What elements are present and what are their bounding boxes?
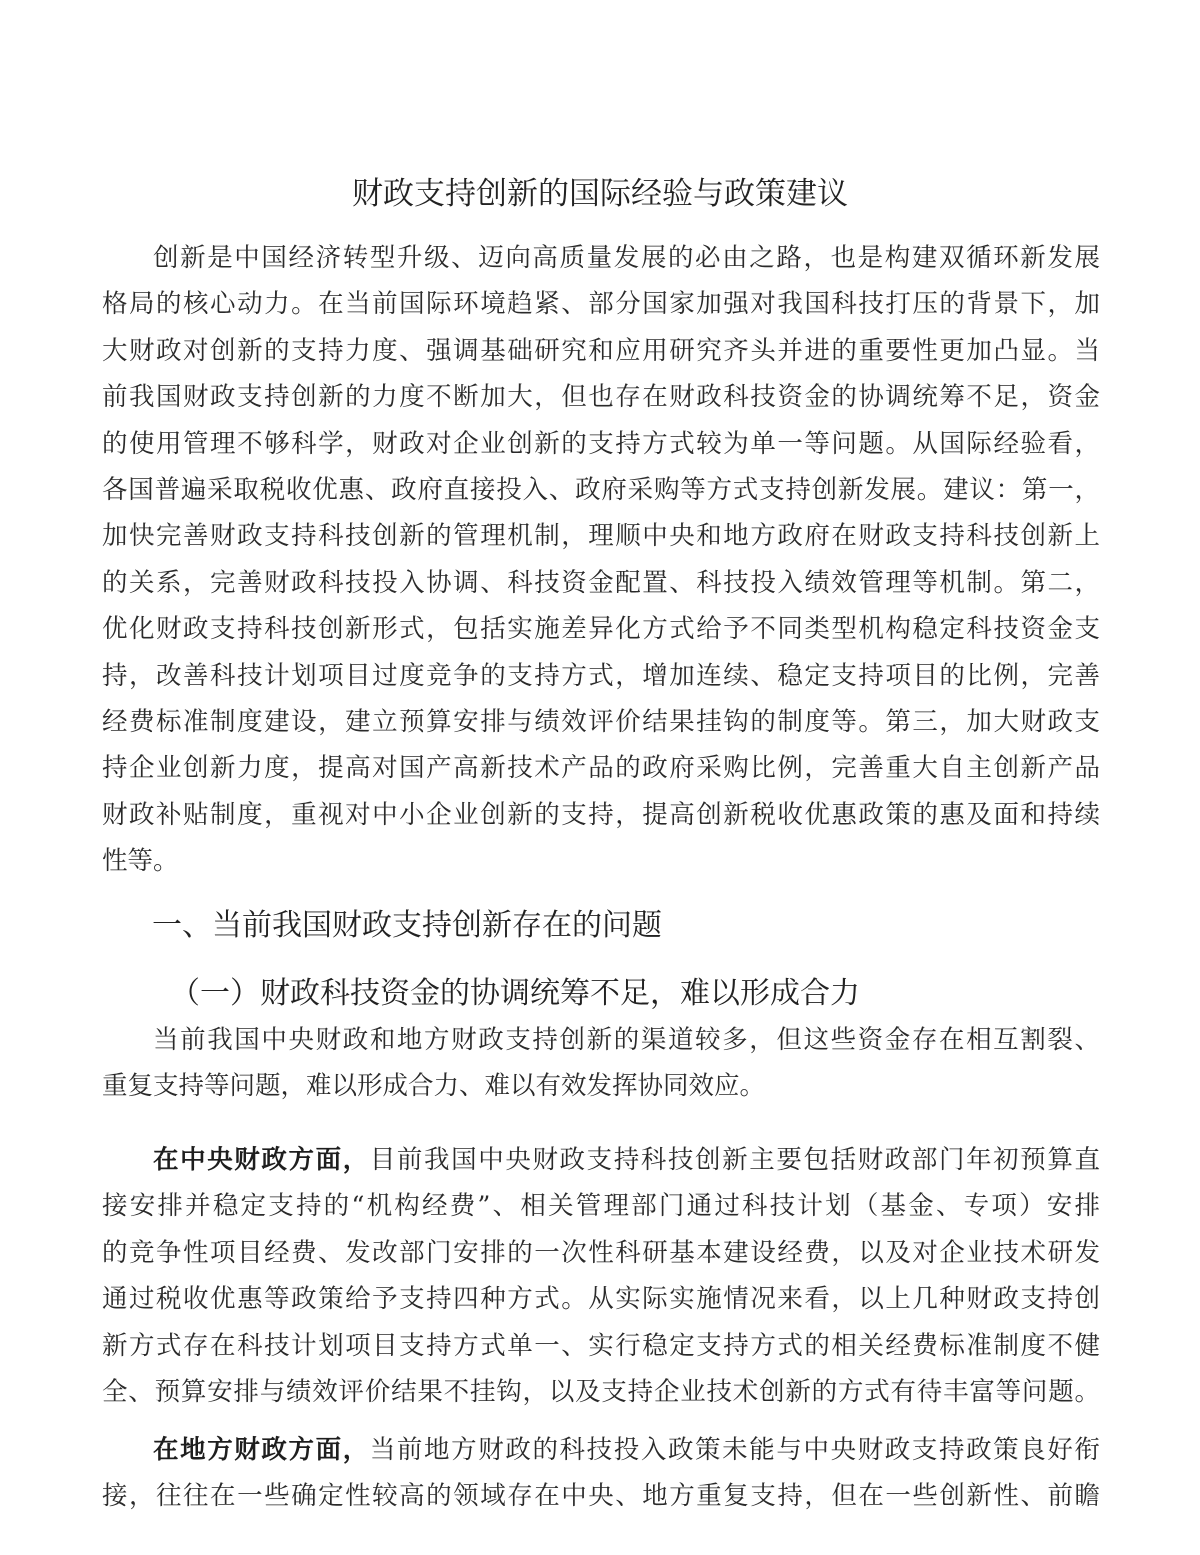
document-title: 财政支持创新的国际经验与政策建议	[352, 176, 848, 212]
paragraph-line	[102, 1137, 1100, 1183]
paragraph-line: 通过税收优惠等政策给予支持四种方式。从实际实施情况来看，以上几种财政支持创	[102, 1284, 1100, 1315]
section-heading: 一、当前我国财政支持创新存在的问题	[152, 908, 662, 943]
paragraph-line: 当前我国中央财政和地方财政支持创新的渠道较多，但这些资金存在相互割裂、	[153, 1025, 1100, 1055]
paragraph-line: 财政补贴制度，重视对中小企业创新的支持，提高创新税收优惠政策的惠及面和持续	[102, 799, 1100, 830]
paragraph-line: 新方式存在科技计划项目支持方式单一、实行稳定支持方式的相关经费标准制度不健	[102, 1330, 1100, 1361]
paragraph-line: 持企业创新力度，提高对国产高新技术产品的政府采购比例，完善重大自主创新产品	[102, 753, 1100, 784]
paragraph-line: 各国普遍采取税收优惠、政府直接投入、政府采购等方式支持创新发展。建议：第一，	[102, 474, 1100, 505]
paragraph-line: 的使用管理不够科学，财政对企业创新的支持方式较为单一等问题。从国际经验看，	[102, 428, 1100, 459]
abstract-paragraph	[102, 235, 1100, 884]
paragraph-line: 格局的核心动力。在当前国际环境趋紧、部分国家加强对我国科技打压的背景下，加	[102, 289, 1100, 320]
paragraph-line: 的关系，完善财政科技投入协调、科技资金配置、科技投入绩效管理等机制。第二，	[102, 567, 1100, 598]
paragraph-line: 优化财政支持科技创新形式，包括实施差异化方式给予不同类型机构稳定科技资金支	[102, 614, 1100, 645]
paragraph-line: 经费标准制度建设，建立预算安排与绩效评价结果挂钩的制度等。第三，加大财政支	[102, 706, 1100, 737]
paragraph-line: 创新是中国经济转型升级、迈向高质量发展的必由之路，也是构建双循环新发展	[153, 243, 1100, 273]
paragraph-line: 的竞争性项目经费、发改部门安排的一次性科研基本建设经费，以及对企业技术研发	[102, 1237, 1100, 1268]
paragraph-line: 性等。	[102, 846, 179, 877]
paragraph-line: 接安排并稳定支持的“机构经费”、相关管理部门通过科技计划（基金、专项）安排	[102, 1191, 1100, 1222]
local-finance-paragraph	[102, 1427, 1100, 1520]
paragraph-line: 前我国财政支持创新的力度不断加大，但也存在财政科技资金的协调统筹不足，资金	[102, 382, 1100, 413]
subsection-heading: （一）财政科技资金的协调统筹不足，难以形成合力	[170, 976, 860, 1011]
intro-paragraph	[102, 1017, 1100, 1110]
paragraph-line: 全、预算安排与绩效评价结果不挂钩，以及支持企业技术创新的方式有待丰富等问题。	[102, 1376, 1100, 1407]
paragraph-line: 重复支持等问题，难以形成合力、难以有效发挥协同效应。	[102, 1071, 766, 1102]
paragraph-line: 接，往往在一些确定性较高的领域存在中央、地方重复支持，但在一些创新性、前瞻	[102, 1481, 1100, 1512]
paragraph-line	[102, 1427, 1100, 1473]
paragraph-line: 加快完善财政支持科技创新的管理机制，理顺中央和地方政府在财政支持科技创新上	[102, 521, 1100, 552]
paragraph-line: 大财政对创新的支持力度、强调基础研究和应用研究齐头并进的重要性更加凸显。当	[102, 335, 1100, 366]
central-finance-paragraph	[102, 1137, 1100, 1415]
paragraph-text: 目前我国中央财政支持科技创新主要包括财政部门年初预算直	[369, 1145, 1100, 1175]
paragraph-line: 持，改善科技计划项目过度竞争的支持方式，增加连续、稳定支持项目的比例，完善	[102, 660, 1100, 691]
paragraph-text: 当前地方财政的科技投入政策未能与中央财政支持政策良好衔	[369, 1435, 1100, 1465]
paragraph-lead: 在中央财政方面，	[153, 1145, 370, 1175]
paragraph-lead: 在地方财政方面，	[153, 1435, 370, 1465]
